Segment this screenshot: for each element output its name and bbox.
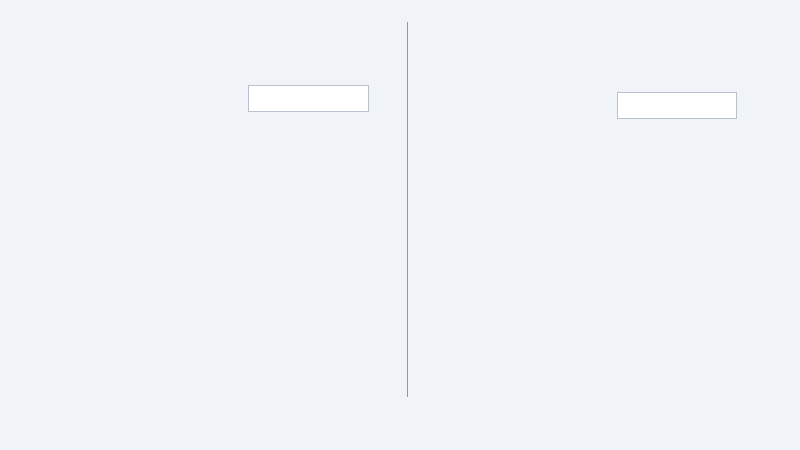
job-loss-shock-label-left <box>248 85 369 112</box>
job-loss-shock-label-right <box>617 92 737 119</box>
panel-divider <box>407 22 408 397</box>
